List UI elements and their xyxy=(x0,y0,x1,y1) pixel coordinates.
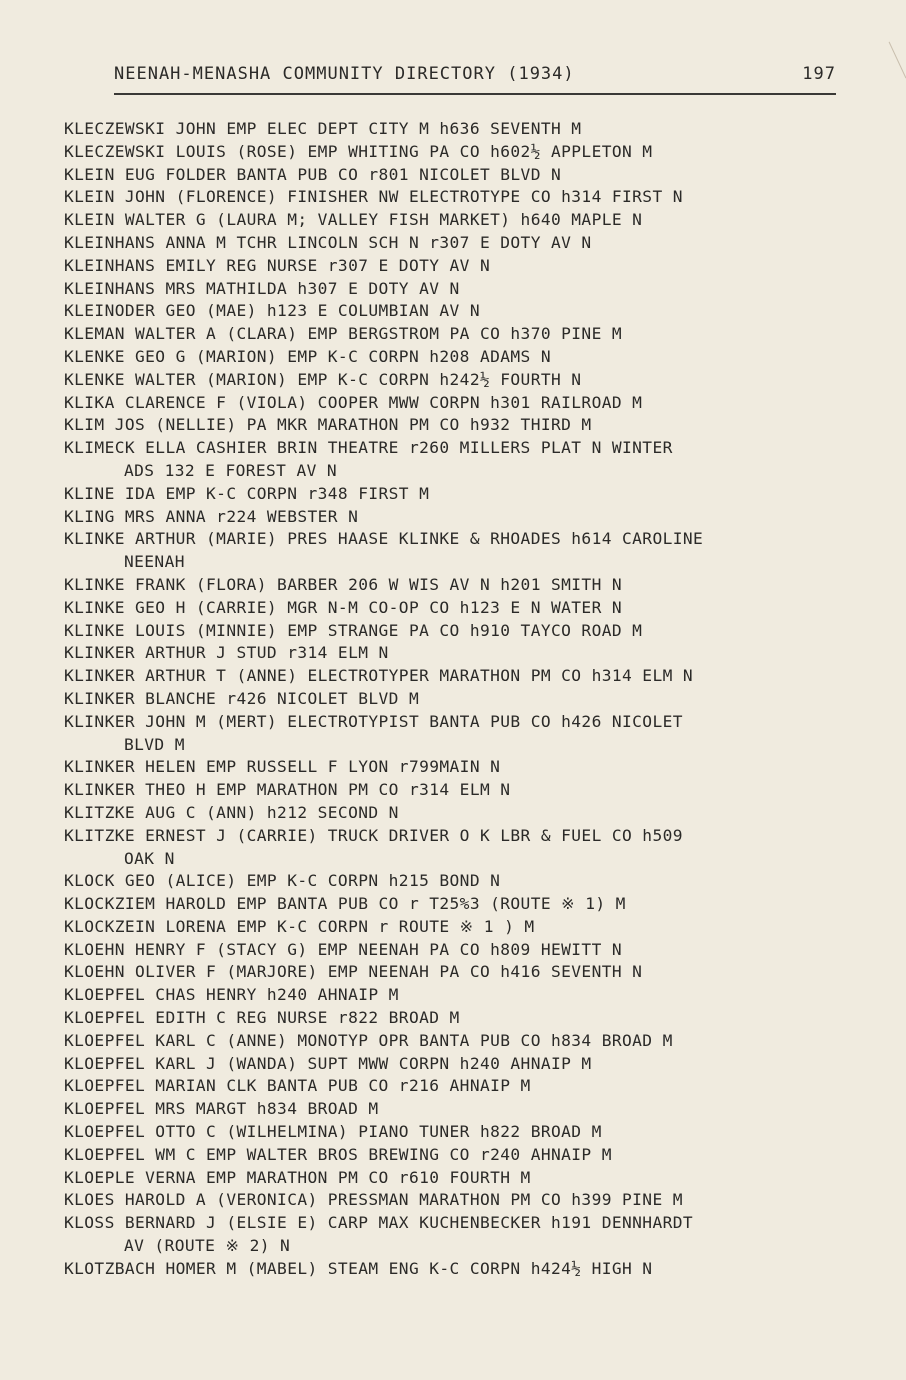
directory-entry: KLINE IDA EMP K-C CORPN r348 FIRST M xyxy=(64,483,430,503)
directory-entry-continuation: NEENAH xyxy=(124,552,185,572)
directory-entry: KLOEPFEL OTTO C (WILHELMINA) PIANO TUNER h822 BROAD M xyxy=(64,1122,602,1142)
directory-entry: KLEINHANS ANNA M TCHR LINCOLN SCH N r307 E DOTY AV N xyxy=(64,232,592,252)
directory-entry: KLING MRS ANNA r224 WEBSTER N xyxy=(64,506,359,526)
directory-entry: KLITZKE ERNEST J (CARRIE) TRUCK DRIVER O K LBR & FUEL CO h509 xyxy=(64,825,683,845)
directory-entry: KLINKER ARTHUR T (ANNE) ELECTROTYPER MARATHON PM CO h314 ELM N xyxy=(64,666,694,686)
directory-entry: KLOTZBACH HOMER M (MABEL) STEAM ENG K-C CORPN h424½ HIGH N xyxy=(64,1258,653,1278)
directory-entry: KLOEHN OLIVER F (MARJORE) EMP NEENAH PA CO h416 SEVENTH N xyxy=(64,962,643,982)
directory-entry: KLINKE GEO H (CARRIE) MGR N-M CO-OP CO h123 E N WATER N xyxy=(64,597,623,617)
directory-entry: KLEIN EUG FOLDER BANTA PUB CO r801 NICOLET BLVD N xyxy=(64,164,562,184)
directory-entry: KLOEPFEL WM C EMP WALTER BROS BREWING CO r240 AHNAIP M xyxy=(64,1144,612,1164)
directory-entry-continuation: BLVD M xyxy=(124,734,185,754)
directory-entry: KLINKER HELEN EMP RUSSELL F LYON r799MAIN N xyxy=(64,757,501,777)
directory-entry: KLINKER ARTHUR J STUD r314 ELM N xyxy=(64,643,389,663)
directory-entry: KLOSS BERNARD J (ELSIE E) CARP MAX KUCHENBECKER h191 DENNHARDT xyxy=(64,1213,694,1233)
directory-entry: KLEMAN WALTER A (CLARA) EMP BERGSTROM PA CO h370 PINE M xyxy=(64,324,623,344)
directory-entry: KLECZEWSKI LOUIS (ROSE) EMP WHITING PA CO h602½ APPLETON M xyxy=(64,141,653,161)
directory-entry-continuation: ADS 132 E FOREST AV N xyxy=(124,460,338,480)
directory-entry: KLOEPFEL CHAS HENRY h240 AHNAIP M xyxy=(64,985,399,1005)
directory-entry: KLIM JOS (NELLIE) PA MKR MARATHON PM CO h932 THIRD M xyxy=(64,415,592,435)
directory-entry: KLIMECK ELLA CASHIER BRIN THEATRE r260 MILLERS PLAT N WINTER xyxy=(64,438,673,458)
directory-entry: KLECZEWSKI JOHN EMP ELEC DEPT CITY M h636 SEVENTH M xyxy=(64,119,582,138)
directory-entry: KLEINHANS EMILY REG NURSE r307 E DOTY AV N xyxy=(64,255,491,275)
directory-entry: KLINKE LOUIS (MINNIE) EMP STRANGE PA CO h910 TAYCO ROAD M xyxy=(64,620,643,640)
directory-entry: KLINKE FRANK (FLORA) BARBER 206 W WIS AV N h201 SMITH N xyxy=(64,574,623,594)
paper-crease xyxy=(889,42,906,79)
directory-entry: KLINKER THEO H EMP MARATHON PM CO r314 ELM N xyxy=(64,780,511,800)
directory-entry: KLINKER JOHN M (MERT) ELECTROTYPIST BANTA PUB CO h426 NICOLET xyxy=(64,711,683,731)
directory-entry: KLIKA CLARENCE F (VIOLA) COOPER MWW CORPN h301 RAILROAD M xyxy=(64,392,643,412)
directory-entry: KLENKE GEO G (MARION) EMP K-C CORPN h208 ADAMS N xyxy=(64,346,551,366)
directory-entry: KLEIN JOHN (FLORENCE) FINISHER NW ELECTROTYPE CO h314 FIRST N xyxy=(64,187,683,207)
directory-entry-continuation: AV (ROUTE ※ 2) N xyxy=(124,1236,291,1256)
directory-entry: KLEINODER GEO (MAE) h123 E COLUMBIAN AV N xyxy=(64,301,480,321)
page-header xyxy=(114,64,836,84)
directory-entry: KLOEPFEL MARIAN CLK BANTA PUB CO r216 AHNAIP M xyxy=(64,1076,531,1096)
directory-entry: KLINKER BLANCHE r426 NICOLET BLVD M xyxy=(64,688,420,708)
directory-entry: KLEINHANS MRS MATHILDA h307 E DOTY AV N xyxy=(64,278,460,298)
directory-entry: KLINKE ARTHUR (MARIE) PRES HAASE KLINKE & RHOADES h614 CAROLINE xyxy=(64,529,704,549)
directory-entry: KLOEPFEL KARL J (WANDA) SUPT MWW CORPN h240 AHNAIP M xyxy=(64,1053,592,1073)
directory-entry: KLOEPFEL KARL C (ANNE) MONOTYP OPR BANTA PUB CO h834 BROAD M xyxy=(64,1030,673,1050)
directory-entry: KLOEPLE VERNA EMP MARATHON PM CO r610 FOURTH M xyxy=(64,1167,531,1187)
page-number: 197 xyxy=(802,64,836,84)
directory-entry: KLEIN WALTER G (LAURA M; VALLEY FISH MARKET) h640 MAPLE N xyxy=(64,210,643,230)
directory-entry: KLITZKE AUG C (ANN) h212 SECOND N xyxy=(64,802,399,822)
directory-entry: KLOEPFEL MRS MARGT h834 BROAD M xyxy=(64,1099,379,1119)
directory-entry: KLOCKZEIN LORENA EMP K-C CORPN r ROUTE ※ 1 ) M xyxy=(64,916,535,936)
directory-entries xyxy=(64,118,864,1281)
directory-entry: KLOCK GEO (ALICE) EMP K-C CORPN h215 BOND N xyxy=(64,871,501,891)
directory-entry: KLOES HAROLD A (VERONICA) PRESSMAN MARATHON PM CO h399 PINE M xyxy=(64,1190,683,1210)
header-rule xyxy=(114,93,836,95)
directory-entry-continuation: OAK N xyxy=(124,848,175,868)
directory-entry: KLOCKZIEM HAROLD EMP BANTA PUB CO r T25%3 (ROUTE ※ 1) M xyxy=(64,894,626,914)
directory-entry: KLOEHN HENRY F (STACY G) EMP NEENAH PA CO h809 HEWITT N xyxy=(64,939,623,959)
directory-entry: KLENKE WALTER (MARION) EMP K-C CORPN h242½ FOURTH N xyxy=(64,369,582,389)
page-title: NEENAH-MENASHA COMMUNITY DIRECTORY (1934) xyxy=(114,64,575,84)
directory-entry: KLOEPFEL EDITH C REG NURSE r822 BROAD M xyxy=(64,1008,460,1028)
